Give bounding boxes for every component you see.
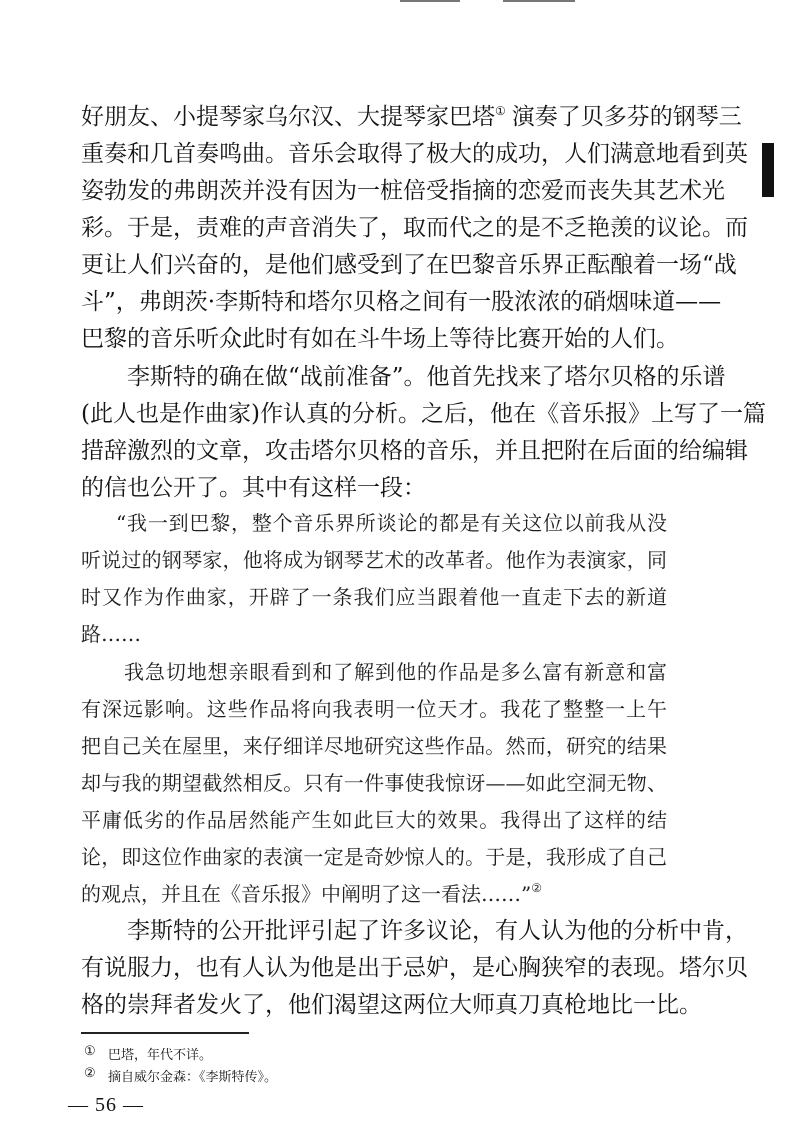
text-line: 斗”，弗朗茨·李斯特和塔尔贝格之间有一股浓浓的硝烟味道—— — [81, 289, 722, 315]
quote-line: 却与我的期望截然相反。只有一件事使我惊讶——如此空洞无物、 — [81, 771, 667, 795]
top-edge-rule-left — [400, 0, 460, 2]
quote-line: 有深远影响。这些作品将向我表明一位天才。我花了整整一上午 — [81, 697, 667, 721]
text-line: 的信也公开了。其中有这样一段： — [81, 475, 426, 501]
text-line: 措辞激烈的文章，攻击塔尔贝格的音乐，并且把附在后面的给编辑 — [81, 438, 748, 464]
text-line: 巴黎的音乐听众此时有如在斗牛场上等待比赛开始的人们。 — [81, 326, 679, 352]
quote-line: 路…… — [81, 622, 141, 646]
chapter-edge-mark — [762, 143, 774, 197]
footnote-mark: ② — [84, 1066, 96, 1081]
footnote-ref-1[interactable]: ① — [495, 104, 506, 118]
text-line: 好朋友、小提琴家乌尔汉、大提琴家巴塔① 演奏了贝多芬的钢琴三 — [81, 104, 742, 130]
top-edge-rule-right — [503, 0, 575, 2]
quote-line: 的观点，并且在《音乐报》中阐明了这一看法……”② — [81, 881, 542, 906]
text-line: 更让人们兴奋的，是他们感受到了在巴黎音乐界正酝酿着一场“战 — [81, 252, 737, 278]
text-line: 李斯特的确在做“战前准备”。他首先找来了塔尔贝格的乐谱 — [127, 364, 726, 390]
footnote-text: 摘自威尔金森：《李斯特传》。 — [108, 1070, 278, 1085]
footnote-mark: ① — [84, 1044, 96, 1059]
text-line: 重奏和几首奏鸣曲。音乐会取得了极大的成功，人们满意地看到英 — [81, 141, 748, 167]
text-line: (此人也是作曲家)作认真的分析。之后，他在《音乐报》上写了一篇 — [81, 401, 766, 427]
quote-line: 平庸低劣的作品居然能产生如此巨大的效果。我得出了这样的结 — [81, 808, 667, 832]
quote-line: 论，即这位作曲家的表演一定是奇妙惊人的。于是，我形成了自己 — [81, 845, 667, 869]
footnote-text: 巴塔，年代不详。 — [108, 1048, 213, 1063]
text-line: 彩。于是，责难的声音消失了，取而代之的是不乏艳羡的议论。而 — [81, 215, 748, 241]
text-line: 姿勃发的弗朗茨并没有因为一桩倍受指摘的恋爱而丧失其艺术光 — [81, 178, 725, 204]
quote-line: 把自己关在屋里，来仔细详尽地研究这些作品。然而，研究的结果 — [81, 734, 667, 758]
quote-line: “我一到巴黎，整个音乐界所谈论的都是有关这位以前我从没 — [116, 511, 667, 535]
footnote-divider — [81, 1032, 249, 1034]
text-line: 李斯特的公开批评引起了许多议论，有人认为他的分析中肯， — [127, 918, 748, 944]
text-line: 格的崇拜者发火了，他们渴望这两位大师真刀真枪地比一比。 — [81, 992, 702, 1018]
quote-line: 我急切地想亲眼看到和了解到他的作品是多么富有新意和富 — [124, 660, 667, 684]
quote-line: 听说过的钢琴家，他将成为钢琴艺术的改革者。他作为表演家，同 — [81, 548, 667, 572]
footnote-ref-2[interactable]: ② — [531, 881, 542, 895]
quote-line: 时又作为作曲家，开辟了一条我们应当跟着他一直走下去的新道 — [81, 585, 667, 609]
page-number: — 56 — — [68, 1094, 144, 1116]
text-line: 有说服力，也有人认为他是出于忌妒，是心胸狭窄的表现。塔尔贝 — [81, 955, 748, 981]
